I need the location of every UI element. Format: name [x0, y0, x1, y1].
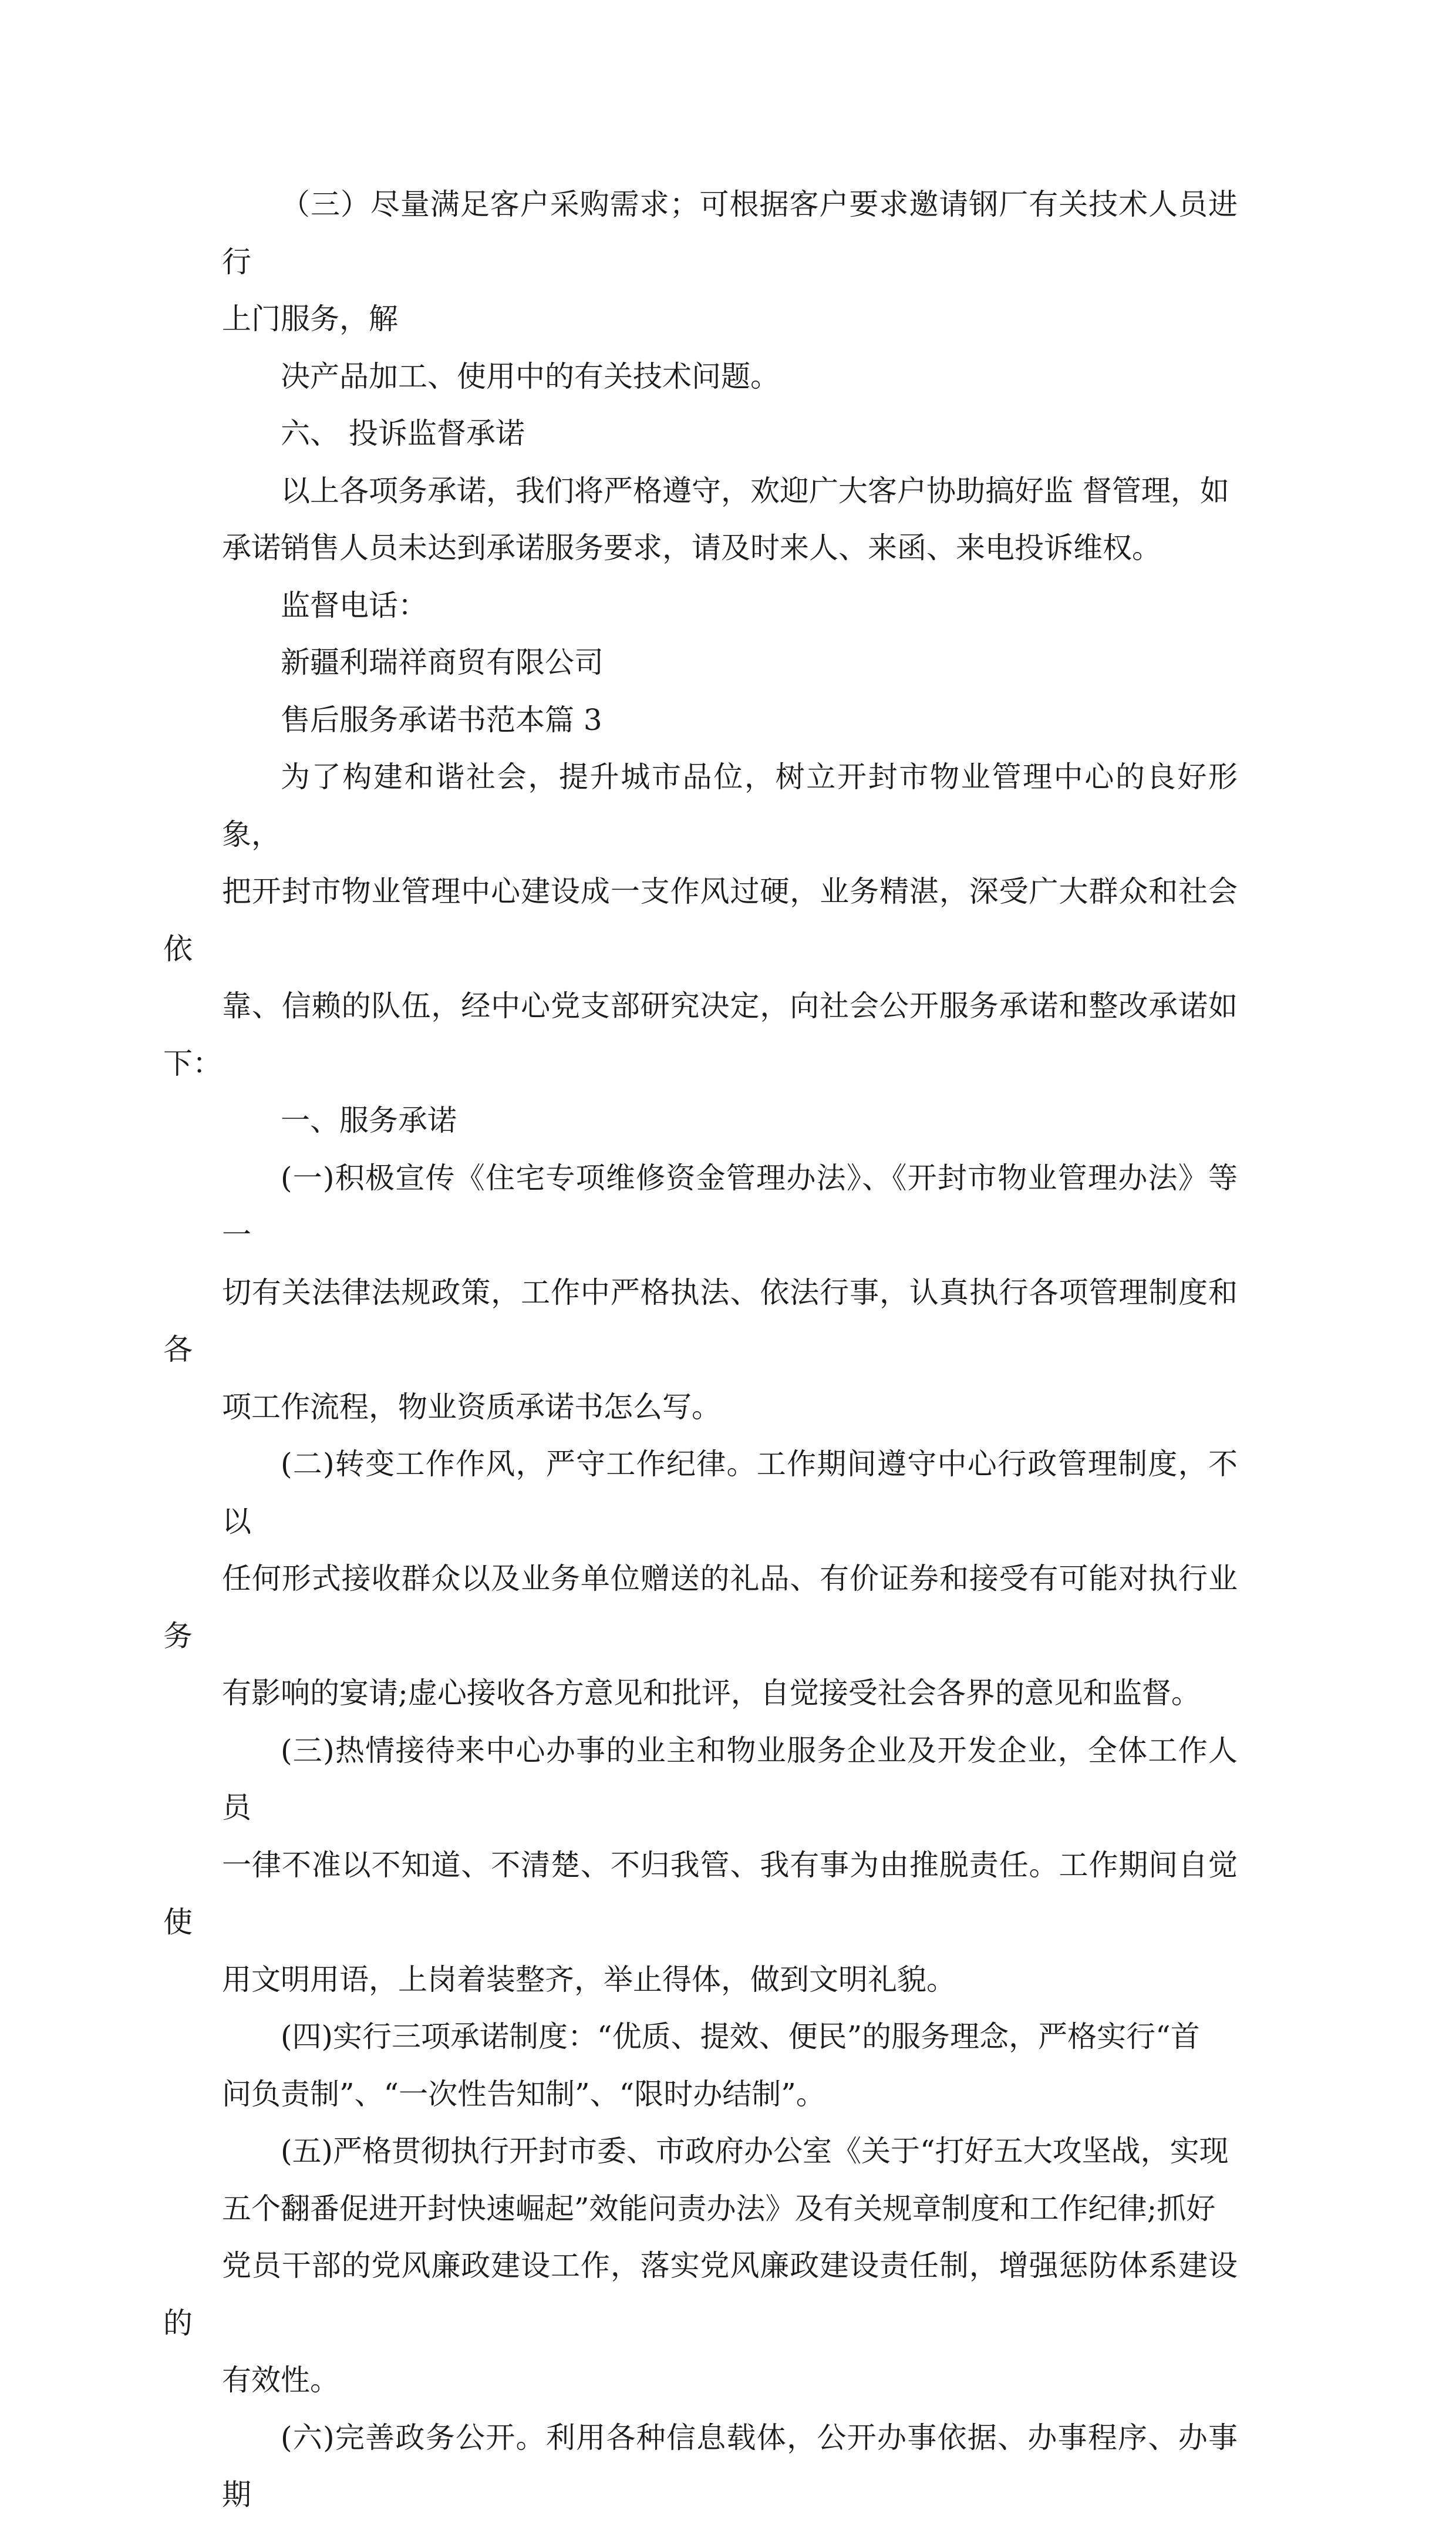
paragraph-item-4 [222, 2008, 1238, 2123]
text-line: 问负责制”、“一次性告知制”、“限时办结制”。 [222, 2077, 825, 2111]
text-line: 新疆利瑞祥商贸有限公司 [281, 645, 604, 679]
text-line: (五)严格贯彻执行开封市委、市政府办公室《关于“打好五大攻坚战，实现 [281, 2134, 1229, 2168]
text-line: 售后服务承诺书范本篇 3 [281, 702, 602, 737]
text-line: 以上各项务承诺，我们将严格遵守，欢迎广大客户协助搞好监 督管理，如 [281, 473, 1229, 508]
paragraph-commitments-compliance [222, 463, 1238, 577]
paragraph-item-2 [163, 1436, 1238, 1722]
text-line: 有效性。 [222, 2363, 339, 2397]
company-name [222, 634, 1238, 692]
heading-complaint-supervision [222, 405, 1238, 463]
text-line: (三)热情接待来中心办事的业主和物业服务企业及开发企业，全体工作人员 [222, 1733, 1238, 1825]
text-line: 为了构建和谐社会，提升城市品位，树立开封市物业管理中心的良好形象， [222, 760, 1238, 852]
heading-service-commitment [222, 1092, 1238, 1150]
text-line: （三）尽量满足客户采购需求；可根据客户要求邀请钢厂有关技术人员进行 [222, 187, 1238, 279]
text-line: 项工作流程，物业资质承诺书怎么写。 [222, 1389, 721, 1424]
text-line: 一律不准以不知道、不清楚、不归我管、我有事为由推脱责任。工作期间自觉使 [163, 1847, 1238, 1939]
text-line: (一)积极宣传《住宅专项维修资金管理办法》、《开封市物业管理办法》等一 [222, 1160, 1238, 1252]
text-line: 有影响的宴请;虚心接收各方意见和批评，自觉接受社会各界的意见和监督。 [222, 1676, 1201, 1710]
paragraph-item-6 [222, 2409, 1238, 2524]
text-line: 六、 投诉监督承诺 [281, 416, 525, 450]
text-line: 监督电话： [281, 588, 427, 622]
text-line: (二)转变工作作风，严守工作纪律。工作期间遵守中心行政管理制度，不以 [222, 1447, 1238, 1539]
paragraph-after-sales-service-3 [222, 176, 1238, 348]
text-line: 切有关法律法规政策，工作中严格执法、依法行事，认真执行各项管理制度和各 [163, 1275, 1238, 1367]
document-body [163, 176, 1238, 2524]
text-line: 靠、信赖的队伍，经中心党支部研究决定，向社会公开服务承诺和整改承诺如下： [163, 989, 1238, 1081]
text-line: 五个翻番促进开封快速崛起”效能问责办法》及有关规章制度和工作纪律;抓好 [222, 2191, 1216, 2226]
paragraph-item-3 [163, 1722, 1238, 2009]
text-line: (六)完善政务公开。利用各种信息载体，公开办事依据、办事程序、办事期 [222, 2420, 1238, 2512]
section-title-template-3 [222, 692, 1238, 749]
paragraph-intro [163, 749, 1238, 1092]
text-line: 承诺销售人员未达到承诺服务要求，请及时来人、来函、来电投诉维权。 [222, 531, 1161, 565]
text-line: 把开封市物业管理中心建设成一支作风过硬，业务精湛，深受广大群众和社会依 [163, 874, 1238, 966]
text-line: 党员干部的党风廉政建设工作，落实党风廉政建设责任制，增强惩防体系建设的 [163, 2249, 1238, 2340]
text-line: 上门服务，解 [222, 302, 398, 336]
paragraph-item-1 [163, 1150, 1238, 1436]
text-line: 一、服务承诺 [281, 1103, 457, 1138]
text-line: 任何形式接收群众以及业务单位赠送的礼品、有价证券和接受有可能对执行业务 [163, 1561, 1238, 1653]
text-line: (四)实行三项承诺制度：“优质、提效、便民”的服务理念，严格实行“首 [281, 2020, 1200, 2054]
text-line: 用文明用语，上岗着装整齐，举止得体，做到文明礼貌。 [222, 1962, 956, 1997]
text-line: 决产品加工、使用中的有关技术问题。 [281, 359, 780, 393]
supervision-phone-label [222, 577, 1238, 635]
paragraph-item-5 [163, 2123, 1238, 2409]
paragraph-technical-issues [222, 348, 1238, 406]
